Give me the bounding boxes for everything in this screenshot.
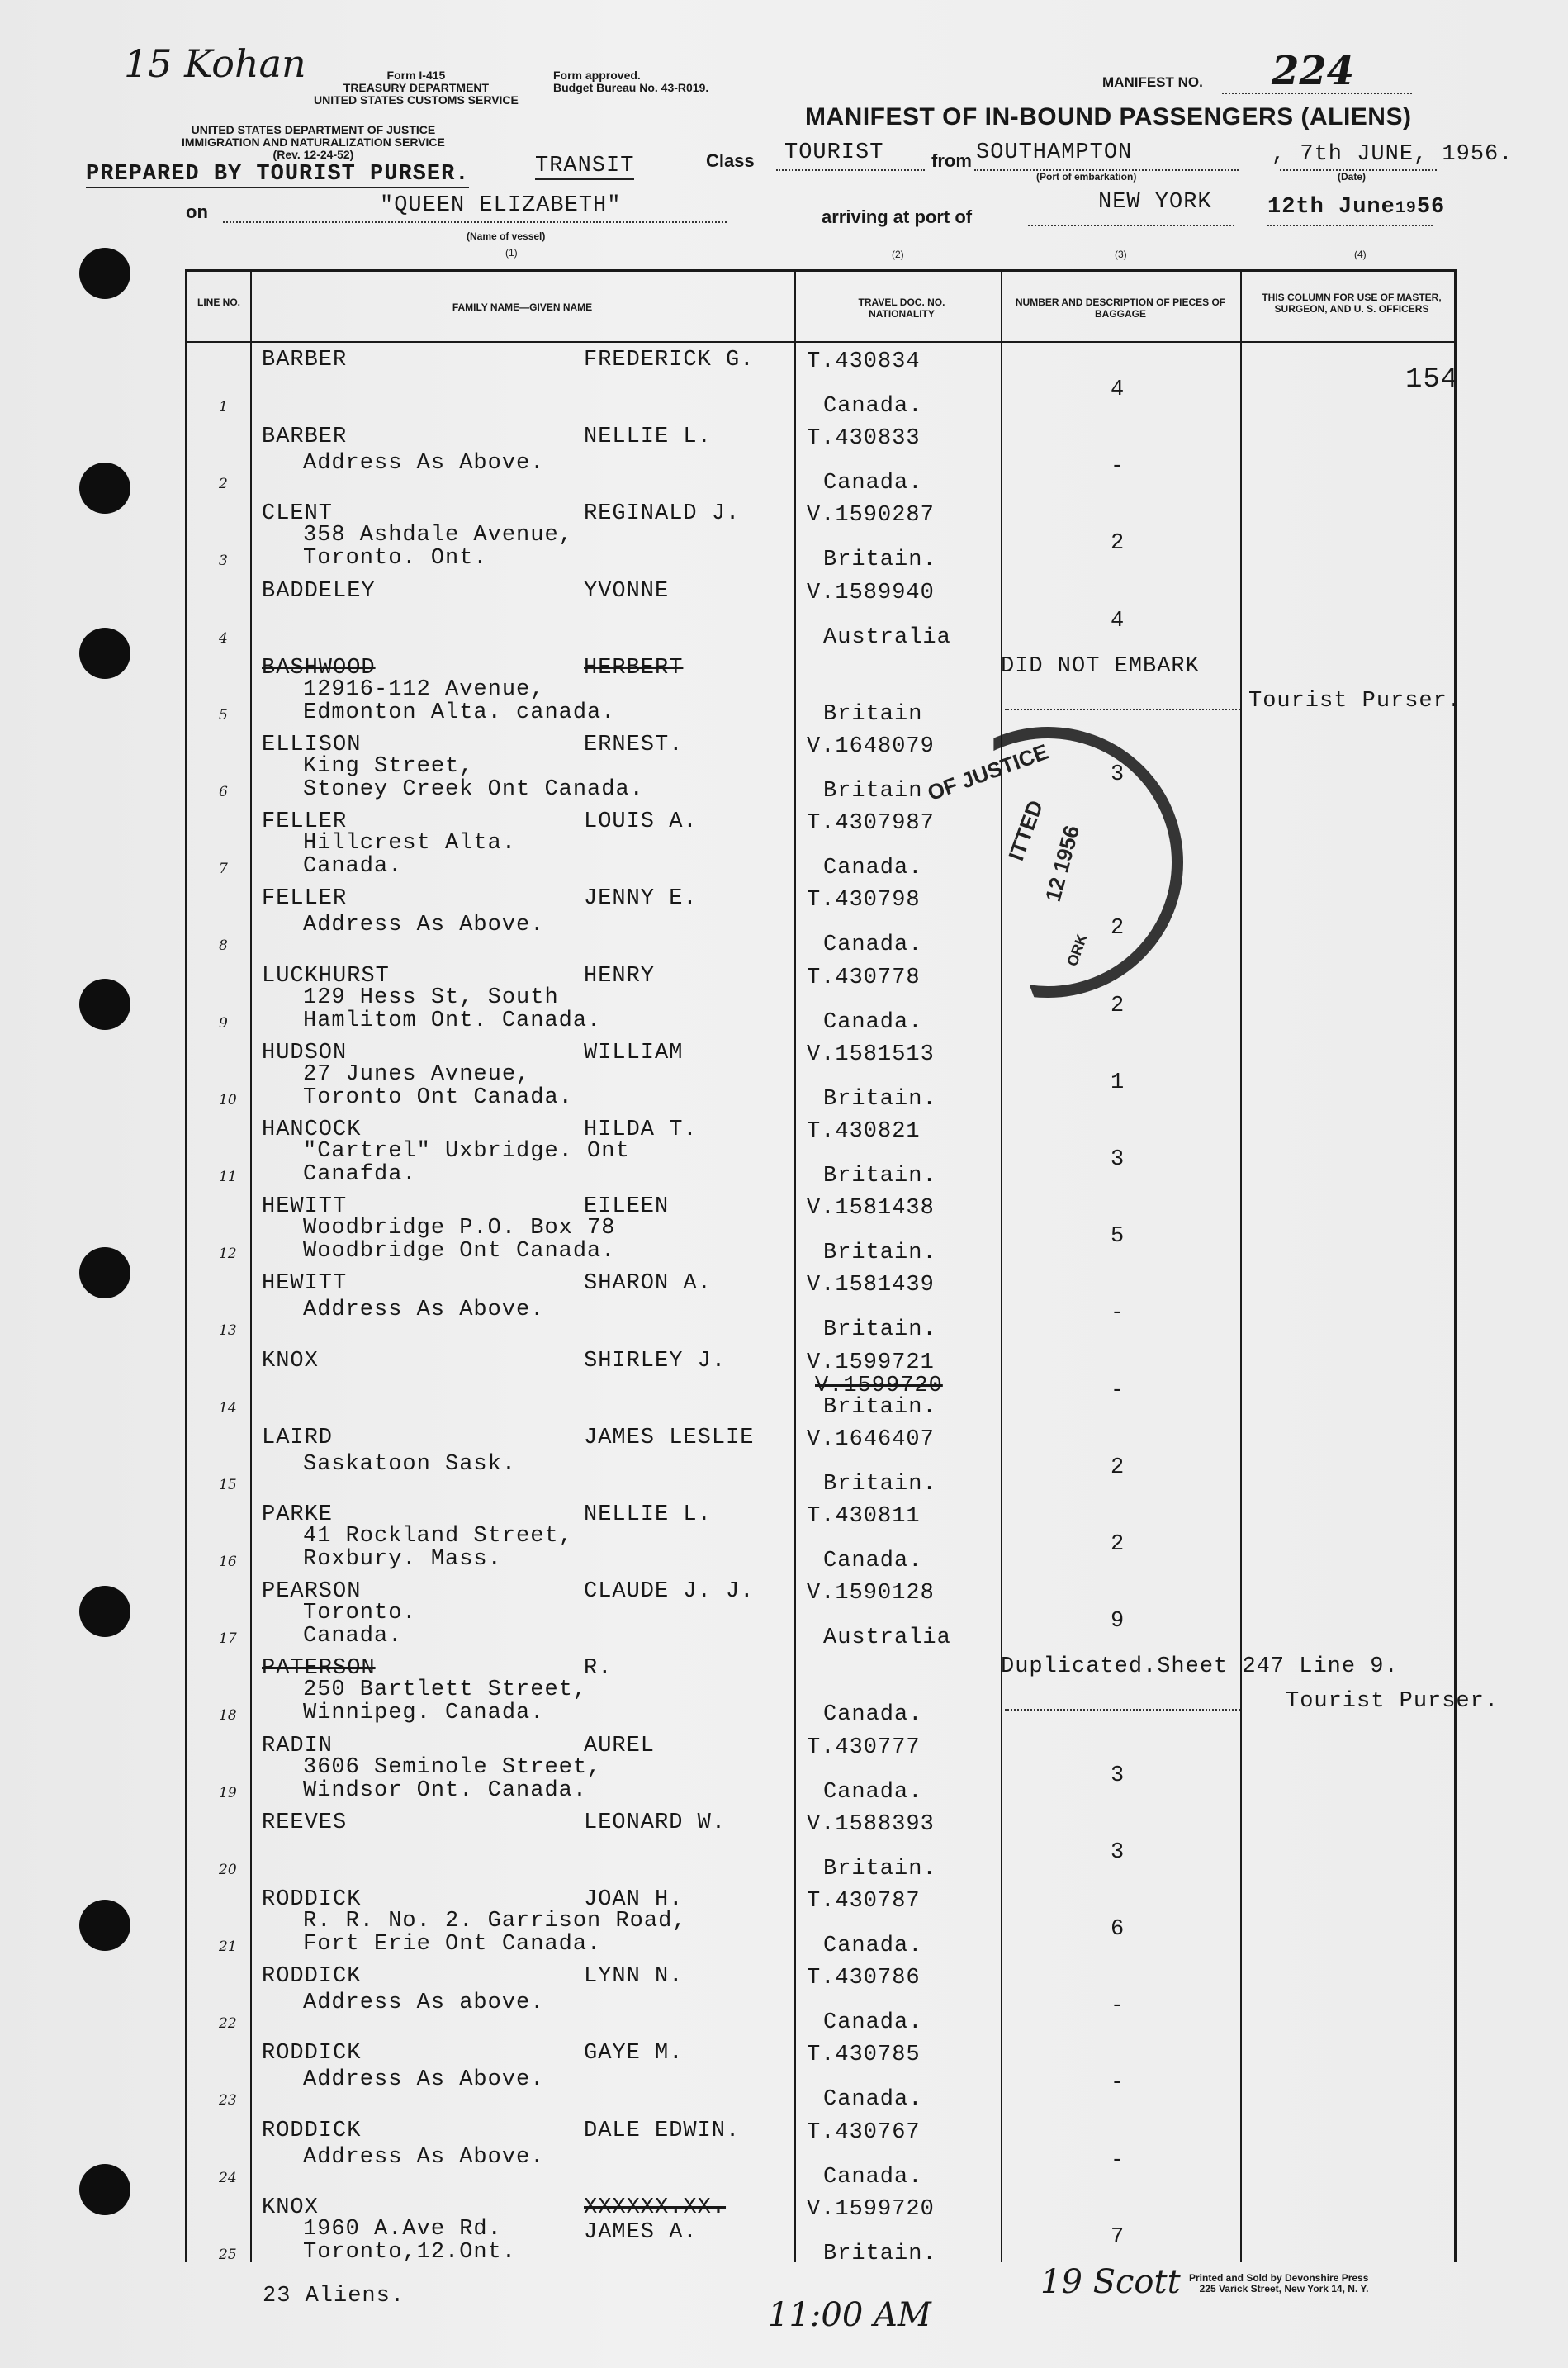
travel-doc-number: V.1599721 <box>807 1350 935 1375</box>
nationality: Canada. <box>823 394 923 419</box>
stamp-text: ORK <box>1063 932 1091 969</box>
table-row <box>187 496 1454 574</box>
header-line-no: LINE NO. <box>197 297 240 308</box>
family-name: RODDICK <box>262 2041 362 2067</box>
family-name: HEWITT <box>262 1194 348 1220</box>
stamp-text: ITTED <box>1003 796 1049 864</box>
nationality: Canada. <box>823 1702 923 1728</box>
family-name: LAIRD <box>262 1425 334 1450</box>
travel-doc-number: V.1581439 <box>807 1273 935 1298</box>
address-line: 1960 A.Ave Rd. <box>303 2216 502 2242</box>
vessel-label: (Name of vessel) <box>467 230 546 242</box>
address-line: Address As Above. <box>303 2067 545 2093</box>
travel-doc-number: V.1590287 <box>807 503 935 529</box>
travel-doc-number: T.4307987 <box>807 811 935 837</box>
baggage-count: 2 <box>1111 1454 1125 1480</box>
baggage-note: DID NOT EMBARK <box>1001 653 1200 679</box>
table-row <box>187 728 1454 805</box>
family-name: ELLISON <box>262 733 362 757</box>
line-number: 2 <box>219 476 228 493</box>
given-name: LYNN N. <box>584 1964 684 1990</box>
line-number: 21 <box>219 1939 237 1955</box>
line-number: 6 <box>219 784 228 800</box>
col3-marker: (3) <box>1115 249 1127 260</box>
given-name: SHIRLEY J. <box>584 1348 727 1374</box>
given-name: CLAUDE J. J. <box>584 1579 755 1605</box>
punch-hole <box>79 248 130 299</box>
travel-doc-number: T.430787 <box>807 1889 921 1914</box>
table-row <box>187 574 1454 652</box>
line-number: 3 <box>219 553 228 570</box>
line-number: 24 <box>219 2169 237 2186</box>
travel-doc-number: T.430798 <box>807 888 921 914</box>
punch-hole <box>79 2164 130 2215</box>
baggage-count: 4 <box>1111 377 1125 402</box>
table-row <box>187 1189 1454 1267</box>
nationality: Britain. <box>823 1317 937 1343</box>
line-number: 16 <box>219 1554 237 1570</box>
address-line: Address As Above. <box>303 2144 545 2170</box>
baggage-count: 7 <box>1111 2224 1125 2250</box>
given-name: AUREL <box>584 1733 656 1758</box>
given-name: NELLIE L. <box>584 425 712 450</box>
family-name: HANCOCK <box>262 1118 362 1142</box>
line-number: 17 <box>219 1630 237 1648</box>
handwritten-note: 19 Scott <box>1040 2263 1181 2301</box>
baggage-count: 2 <box>1111 1532 1125 1557</box>
nationality: Canada. <box>823 471 923 496</box>
table-row <box>187 651 1462 728</box>
nationality: Britain. <box>823 1164 937 1189</box>
col4-marker: (4) <box>1354 249 1367 260</box>
travel-doc-number: V.1581438 <box>807 1196 935 1222</box>
baggage-count: 2 <box>1111 531 1125 557</box>
table-row <box>187 1959 1454 2037</box>
address-line: Hamlitom Ont. Canada. <box>303 1008 602 1033</box>
travel-doc-number: V.1589940 <box>807 580 935 605</box>
travel-doc-number: T.430777 <box>807 1734 921 1760</box>
date-label: (Date) <box>1338 171 1367 183</box>
line-number: 7 <box>219 861 228 878</box>
address-line: Edmonton Alta. canada. <box>303 700 616 725</box>
printer-info: Printed and Sold by Devonshire Press 225 Varick Street, New York 14, N. Y. <box>1189 2272 1369 2294</box>
baggage-count: 3 <box>1111 1839 1125 1865</box>
given-name: JAMES LESLIE <box>584 1425 755 1450</box>
family-name: CLENT <box>262 501 334 527</box>
col2-marker: (2) <box>892 249 904 260</box>
family-name: PEARSON <box>262 1579 362 1605</box>
travel-doc-number: T.430821 <box>807 1119 921 1144</box>
baggage-count: 3 <box>1111 1763 1125 1788</box>
given-name: EILEEN <box>584 1194 670 1220</box>
address-line: Canafda. <box>303 1162 417 1187</box>
address-line: Toronto,12.Ont. <box>303 2239 517 2265</box>
line-number: 10 <box>219 1091 237 1108</box>
address-line: Canada. <box>303 854 403 880</box>
baggage-count: 3 <box>1111 1147 1125 1172</box>
line-number: 19 <box>219 1784 237 1801</box>
nationality: Britain. <box>823 548 937 573</box>
family-name: BARBER <box>262 348 348 373</box>
travel-doc-number: T.430778 <box>807 965 921 990</box>
punch-hole <box>79 979 130 1030</box>
stamp-text: 12 1956 <box>1040 823 1085 904</box>
address-line: 250 Bartlett Street, <box>303 1678 588 1703</box>
nationality: Britain <box>823 701 923 727</box>
table-row <box>187 1806 1454 1883</box>
address-line: Toronto. <box>303 1601 417 1626</box>
address-line: 129 Hess St, South <box>303 985 559 1010</box>
struck-given-name: XXXXXX.XX. <box>584 2195 727 2220</box>
nationality: Canada. <box>823 1934 923 1958</box>
officer-note: Tourist Purser. <box>1248 688 1462 714</box>
header-travel-doc: TRAVEL DOC. NO. NATIONALITY <box>858 297 945 320</box>
arrival-port: NEW YORK <box>1098 190 1212 215</box>
address-line: 27 Junes Avneue, <box>303 1061 531 1087</box>
class-value: TOURIST <box>784 140 884 165</box>
nationality: Canada. <box>823 1779 923 1805</box>
transit-label: TRANSIT <box>535 154 635 178</box>
given-name: LOUIS A. <box>584 809 698 835</box>
given-name: JOAN H. <box>584 1887 684 1912</box>
table-row <box>187 2190 1454 2268</box>
nationality: Britain. <box>823 1856 937 1882</box>
port-embark-label: (Port of embarkation) <box>1036 171 1137 183</box>
given-name: JENNY E. <box>584 886 698 912</box>
travel-doc-number: T.430786 <box>807 1966 921 1991</box>
table-row <box>187 804 1454 882</box>
line-number: 14 <box>219 1399 237 1417</box>
address-line: Address As Above. <box>303 451 545 477</box>
baggage-count: 6 <box>1111 1917 1125 1942</box>
given-name: WILLIAM <box>584 1040 684 1065</box>
class-label: Class <box>706 150 755 171</box>
given-name: REGINALD J. <box>584 501 741 527</box>
table-row <box>187 2036 1454 2114</box>
baggage-count: 3 <box>1111 762 1125 787</box>
line-number: 23 <box>219 2092 237 2109</box>
family-name: FELLER <box>262 886 348 912</box>
col1-marker: (1) <box>505 247 518 259</box>
punch-hole <box>79 1247 130 1298</box>
header-officers: THIS COLUMN FOR USE OF MASTER, SURGEON, AND U. S. OFFICERS <box>1262 292 1442 315</box>
family-name: RODDICK <box>262 1887 362 1912</box>
travel-doc-number: T.430834 <box>807 349 921 374</box>
punch-hole <box>79 1586 130 1637</box>
table-row <box>187 1574 1454 1652</box>
table-row <box>187 1497 1454 1575</box>
travel-doc-number: V.1646407 <box>807 1426 935 1452</box>
travel-doc-number: T.430767 <box>807 2119 921 2145</box>
form-approval: Form approved. Budget Bureau No. 43-R019. <box>553 69 709 94</box>
given-name: HENRY <box>584 963 656 989</box>
passenger-table <box>185 269 1499 2266</box>
family-name: FELLER <box>262 809 348 835</box>
given-name: FREDERICK G. <box>584 348 755 373</box>
address-line: Toronto. Ont. <box>303 546 488 572</box>
address-line: Address As above. <box>303 1991 545 2016</box>
given-name: R. <box>584 1656 613 1682</box>
address-line: R. R. No. 2. Garrison Road, <box>303 1909 687 1934</box>
header-name: FAMILY NAME—GIVEN NAME <box>452 301 593 313</box>
given-name: HILDA T. <box>584 1118 698 1142</box>
from-label: from <box>931 150 972 171</box>
family-name: PATERSON <box>262 1656 376 1682</box>
baggage-count: 2 <box>1111 916 1125 942</box>
table-row <box>187 2114 1454 2191</box>
line-number: 5 <box>219 706 228 724</box>
family-name: KNOX <box>262 2195 319 2220</box>
punch-hole <box>79 1900 130 1951</box>
baggage-count: - <box>1111 1378 1125 1403</box>
table-row <box>187 420 1454 497</box>
line-number: 9 <box>219 1014 228 1032</box>
travel-doc-number: V.1581513 <box>807 1042 935 1067</box>
nationality: Canada. <box>823 856 923 881</box>
nationality: Australia <box>823 624 951 650</box>
arrival-date: 12th June1956 <box>1267 195 1446 220</box>
address-line: "Cartrel" Uxbridge. Ont <box>303 1139 630 1164</box>
given-name: SHARON A. <box>584 1271 712 1297</box>
table-row <box>187 881 1454 959</box>
nationality: Britain. <box>823 1471 937 1497</box>
line-number: 20 <box>219 1861 237 1878</box>
given-name: JAMES A. <box>584 2219 698 2245</box>
address-line: Address As Above. <box>303 913 545 938</box>
table-row <box>187 1113 1454 1190</box>
baggage-count: 4 <box>1111 608 1125 634</box>
address-line: Saskatoon Sask. <box>303 1451 517 1477</box>
nationality: Australia <box>823 1625 951 1651</box>
address-line: Address As Above. <box>303 1298 545 1323</box>
baggage-count: - <box>1111 2071 1125 2096</box>
prepared-by: PREPARED BY TOURIST PURSER. <box>86 162 470 187</box>
line-number: 8 <box>219 937 228 955</box>
line-number: 1 <box>219 399 228 415</box>
baggage-count: 1 <box>1111 1070 1125 1095</box>
given-name: HERBERT <box>584 655 684 681</box>
family-name: KNOX <box>262 1348 319 1374</box>
family-name: BASHWOOD <box>262 655 376 681</box>
address-line: 3606 Seminole Street, <box>303 1754 602 1780</box>
travel-doc-number: V.1648079 <box>807 734 935 759</box>
address-line: Toronto Ont Canada. <box>303 1084 573 1110</box>
address-line: Stoney Creek Ont Canada. <box>303 777 644 802</box>
nationality: Canada. <box>823 2164 923 2190</box>
family-name: REEVES <box>262 1810 348 1835</box>
punch-hole <box>79 463 130 514</box>
nationality: Britain. <box>823 2241 937 2266</box>
form-info: Form I-415 TREASURY DEPARTMENT UNITED STATES CUSTOMS SERVICE <box>314 69 519 107</box>
family-name: BADDELEY <box>262 578 376 604</box>
travel-doc-number: V.1590128 <box>807 1581 935 1606</box>
line-number: 13 <box>219 1322 237 1340</box>
manifest-no-label: MANIFEST NO. <box>1102 74 1203 90</box>
nationality: Britain. <box>823 1086 937 1112</box>
officer-note: Tourist Purser. <box>1286 1689 1499 1715</box>
family-name: RODDICK <box>262 1964 362 1990</box>
line-number: 12 <box>219 1246 237 1263</box>
travel-doc-number: T.430833 <box>807 426 921 452</box>
address-line: King Street, <box>303 754 474 779</box>
address-line: Woodbridge P.O. Box 78 <box>303 1216 616 1241</box>
travel-doc-number: T.430785 <box>807 2043 921 2068</box>
nationality: Britain <box>823 779 923 804</box>
given-name: ERNEST. <box>584 733 684 757</box>
family-name: RADIN <box>262 1733 334 1758</box>
family-name: HEWITT <box>262 1271 348 1297</box>
arriving-label: arriving at port of <box>822 206 973 227</box>
from-value: SOUTHAMPTON <box>976 140 1133 165</box>
nationality: Canada. <box>823 1009 923 1035</box>
baggage-count: - <box>1111 2147 1125 2173</box>
table-row <box>187 1344 1454 1421</box>
manifest-no-value: 224 <box>1272 48 1355 94</box>
baggage-count: 2 <box>1111 993 1125 1018</box>
address-line: Woodbridge Ont Canada. <box>303 1239 616 1265</box>
baggage-count: 9 <box>1111 1609 1125 1635</box>
address-line: Windsor Ont. Canada. <box>303 1777 588 1803</box>
address-line: Fort Erie Ont Canada. <box>303 1932 602 1957</box>
table-row <box>187 1882 1454 1960</box>
travel-doc-number: V.1599720 <box>807 2196 935 2222</box>
vessel-name: "QUEEN ELIZABETH" <box>380 193 622 218</box>
address-line: Hillcrest Alta. <box>303 831 517 857</box>
given-name: GAYE M. <box>584 2041 684 2067</box>
line-number: 22 <box>219 2015 237 2033</box>
table-row <box>187 959 1454 1037</box>
nationality: Canada. <box>823 2010 923 2036</box>
line-number: 4 <box>219 629 228 647</box>
travel-doc-number: T.430811 <box>807 1504 921 1529</box>
table-row <box>187 1421 1454 1498</box>
on-label: on <box>186 202 208 222</box>
given-name: NELLIE L. <box>584 1502 712 1527</box>
address-line: Winnipeg. Canada. <box>303 1701 545 1726</box>
line-number: 25 <box>219 2246 237 2263</box>
address-line: 41 Rockland Street, <box>303 1524 573 1549</box>
given-name: LEONARD W. <box>584 1810 727 1835</box>
address-line: Roxbury. Mass. <box>303 1547 502 1572</box>
nationality: Canada. <box>823 2087 923 2113</box>
departure-date: , 7th JUNE, 1956. <box>1272 142 1514 167</box>
manifest-title: MANIFEST OF IN-BOUND PASSENGERS (ALIENS) <box>805 103 1412 131</box>
header-baggage: NUMBER AND DESCRIPTION OF PIECES OF BAGGAGE <box>1015 297 1226 320</box>
baggage-count: - <box>1111 454 1125 480</box>
table-row <box>187 1729 1454 1806</box>
nationality: Canada. <box>823 932 923 958</box>
given-name: DALE EDWIN. <box>584 2118 741 2143</box>
family-name: RODDICK <box>262 2118 362 2143</box>
baggage-count: - <box>1111 1301 1125 1326</box>
nationality: Britain. <box>823 1241 937 1266</box>
handwritten-annotation: 15 Kohan <box>124 41 306 86</box>
line-number: 15 <box>219 1476 237 1493</box>
table-row <box>187 1651 1499 1729</box>
line-number: 18 <box>219 1707 237 1725</box>
family-name: HUDSON <box>262 1040 348 1065</box>
stamp-text: OF JUSTICE <box>924 738 1052 806</box>
baggage-note: Duplicated.Sheet 247 Line 9. <box>1001 1654 1399 1680</box>
nationality: Britain. <box>823 1394 937 1420</box>
table-row <box>187 1036 1454 1113</box>
department-info: UNITED STATES DEPARTMENT OF JUSTICE IMMIGRATION AND NATURALIZATION SERVICE (Rev. 12-24-52) <box>182 123 445 161</box>
nationality: Canada. <box>823 1549 923 1573</box>
line-number: 11 <box>219 1169 237 1185</box>
aliens-total: 23 Aliens. <box>263 2284 405 2309</box>
family-name: BARBER <box>262 425 348 450</box>
given-name: YVONNE <box>584 578 670 604</box>
struck-travel-doc: V.1599720 <box>815 1373 943 1398</box>
baggage-count: - <box>1111 1994 1125 2019</box>
punch-hole <box>79 628 130 679</box>
table-row <box>187 1266 1454 1344</box>
travel-doc-number: V.1588393 <box>807 1811 935 1837</box>
address-line: 358 Ashdale Avenue, <box>303 523 573 548</box>
family-name: LUCKHURST <box>262 963 390 989</box>
baggage-count: 5 <box>1111 1224 1125 1250</box>
address-line: 12916-112 Avenue, <box>303 676 545 702</box>
officer-note: 154 <box>1405 364 1459 396</box>
handwritten-time: 11:00 AM <box>768 2296 931 2334</box>
table-row <box>187 343 1459 420</box>
family-name: PARKE <box>262 1502 334 1527</box>
address-line: Canada. <box>303 1624 403 1649</box>
